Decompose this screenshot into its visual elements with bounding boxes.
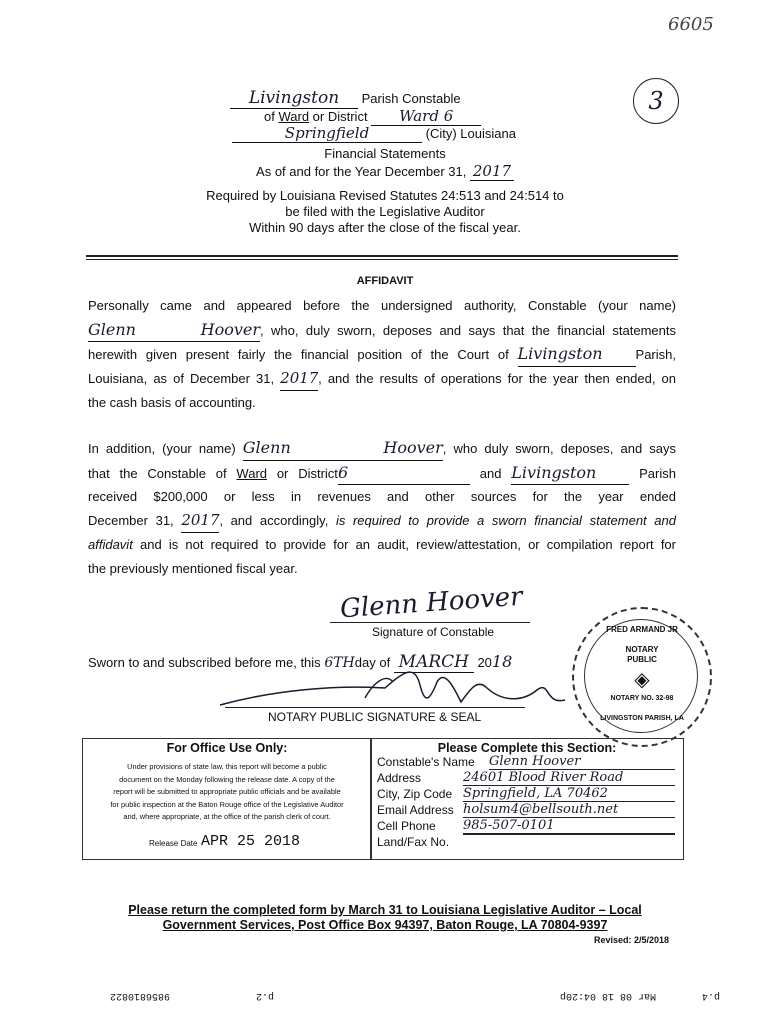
- seal-pelican-icon: ◈: [634, 669, 650, 691]
- p1-l4-post: , and the results of operations for the year then ended, on: [318, 370, 676, 386]
- p2-name-field: Glenn Hoover: [243, 436, 443, 461]
- complete-row-label: City, Zip Code: [377, 787, 453, 801]
- sworn-pre: Sworn to and subscribed before me, this: [88, 655, 321, 670]
- release-label: Release Date: [149, 839, 198, 848]
- p1-year-field: 2017: [280, 367, 318, 392]
- parish-field: Livingston: [230, 88, 358, 109]
- fax-right-time: Mar 08 18 04:20p: [560, 990, 657, 1001]
- complete-row-label: Cell Phone: [377, 819, 436, 833]
- complete-row-label: Land/Fax No.: [377, 835, 450, 849]
- req-line-2: be filed with the Legislative Auditor: [285, 204, 485, 219]
- p1-line-1: Personally came and appeared before the undersigned authority, Constable (your name): [88, 298, 676, 313]
- ward-field: Ward 6: [371, 107, 481, 126]
- requirement-note: [0, 188, 770, 236]
- p2-l4-mid: , and accordingly,: [219, 512, 329, 528]
- complete-row: [377, 835, 683, 851]
- p2-year-field: 2017: [181, 509, 219, 534]
- p2-l4-pre: December 31,: [88, 512, 174, 528]
- complete-row-value: 985-507-0101: [463, 818, 675, 834]
- p2-district-field: 6: [338, 461, 470, 486]
- complete-row-value: holsum4@bellsouth.net: [463, 802, 675, 818]
- p2-line-6: the previously mentioned fiscal year.: [88, 560, 298, 576]
- p2-and: and: [479, 465, 502, 481]
- seal-mid-text-1: NOTARY: [625, 645, 659, 654]
- office-text-5: and, where appropriate, at the office of the parish clerk of court.: [123, 812, 331, 822]
- p2-l4-italic: is required to provide a sworn financial statement and: [335, 512, 676, 528]
- complete-row-label: Email Address: [377, 803, 454, 817]
- fax-right-page: p.4: [702, 990, 721, 1001]
- p2-l5-italic: affidavit: [88, 537, 133, 552]
- affidavit-paragraph-2: [88, 436, 676, 580]
- complete-row-value: Glenn Hoover: [489, 754, 675, 770]
- p1-line-2: [88, 318, 676, 343]
- seal-bottom-text: LIVINGSTON PARISH, LA: [600, 715, 684, 722]
- return-line-1: Please return the completed form by March 31 to Louisiana Legislative Auditor – Local: [128, 903, 642, 917]
- complete-row-value: 24601 Blood River Road: [463, 770, 675, 786]
- fax-header-right: [560, 990, 720, 1001]
- fs-year-prefix: As of and for the Year December 31,: [256, 164, 467, 179]
- office-use-box: [82, 738, 372, 860]
- ward-prefix: of: [264, 109, 275, 124]
- complete-row: [377, 787, 683, 803]
- p2-l5-rest: and is not required to provide for an audit, review/attestation, or compilation report for: [139, 537, 676, 552]
- complete-row-label: Constable's Name: [377, 755, 475, 769]
- return-line-2: Government Services, Post Office Box 94397, Baton Rouge, LA 70804-9397: [162, 918, 608, 932]
- p2-l2-mid: or District: [276, 465, 338, 481]
- p2-line-1: [88, 436, 676, 461]
- complete-section-title: Please Complete this Section:: [437, 741, 617, 755]
- p2-line-3: received $200,000 or less in revenues and other sources for the year ended: [88, 489, 676, 504]
- p2-line-5: [88, 533, 676, 557]
- ward-or: or District: [312, 109, 368, 124]
- notary-seal: [572, 607, 712, 747]
- p1-l4-pre: Louisiana, as of December 31,: [88, 370, 275, 386]
- p1-l2-rest: , who, duly sworn, deposes and says that the financial statements: [260, 322, 676, 338]
- complete-row: [377, 819, 683, 835]
- header-parish-line: [230, 88, 461, 109]
- complete-row: [377, 755, 683, 771]
- parish-label: Parish Constable: [361, 91, 461, 106]
- p2-parish-field: Livingston: [511, 461, 629, 486]
- p1-parish-field: Livingston: [518, 342, 636, 367]
- complete-row-value: [463, 834, 675, 835]
- p2-line-2: [88, 461, 676, 486]
- sworn-day-of: day of: [354, 655, 391, 670]
- seal-mid-text-2: PUBLIC: [627, 655, 657, 664]
- p2-l2-pre: that the Constable of: [88, 465, 227, 481]
- header-city-line: [232, 124, 516, 143]
- circled-number-text: 3: [648, 87, 664, 115]
- complete-row-label: Address: [377, 771, 422, 785]
- office-text-2: document on the Monday following the release date. A copy of the: [119, 774, 335, 784]
- sworn-day: 6TH: [324, 655, 355, 671]
- circled-number: [633, 78, 679, 124]
- divider-top: [86, 255, 678, 257]
- sworn-month: MARCH: [394, 652, 474, 673]
- fax-header-left: [110, 990, 274, 1001]
- affidavit-paragraph-1: [88, 294, 676, 415]
- fs-year-field: 2017: [470, 162, 514, 181]
- office-text-4: for public inspection at the Baton Rouge office of the Legislative Auditor: [110, 799, 344, 809]
- p2-line-4: [88, 509, 676, 534]
- release-date-stamp: APR 25 2018: [201, 833, 301, 850]
- revised-date: Revised: 2/5/2018: [594, 935, 670, 945]
- city-label: (City) Louisiana: [425, 126, 516, 141]
- p2-l1-post: , who duly sworn, deposes, and says: [442, 441, 676, 456]
- office-text-1: Under provisions of state law, this report will become a public: [127, 762, 327, 771]
- p2-l1-pre: In addition, (your name): [88, 441, 236, 456]
- complete-row: [377, 803, 683, 819]
- notary-sig-line: [225, 707, 525, 708]
- complete-row-value: Springfield, LA 70462: [463, 786, 675, 802]
- office-use-text: [83, 761, 371, 824]
- req-line-1: Required by Louisiana Revised Statutes 24:513 and 24:514 to: [206, 188, 564, 203]
- fax-left-page: p.2: [256, 990, 275, 1001]
- fax-left-number: 9856810822: [110, 990, 171, 1001]
- req-line-3: Within 90 days after the close of the fiscal year.: [249, 220, 521, 235]
- p1-line-5: the cash basis of accounting.: [88, 395, 256, 410]
- ward-word: Ward: [278, 109, 310, 124]
- return-instructions: [0, 903, 770, 933]
- seal-top-text: FRED ARMAND JR: [606, 625, 678, 634]
- p2-l2-post: Parish: [639, 465, 676, 481]
- complete-section-rows: [371, 755, 683, 851]
- office-use-title: For Office Use Only:: [166, 741, 288, 755]
- notary-label: NOTARY PUBLIC SIGNATURE & SEAL: [268, 710, 482, 724]
- p2-ward: Ward: [236, 465, 267, 481]
- constable-sig-line: [330, 622, 530, 623]
- fs-title: Financial Statements: [324, 146, 446, 161]
- constable-signature: Glenn Hoover: [339, 581, 524, 625]
- complete-section-box: [370, 738, 684, 860]
- complete-row: [377, 771, 683, 787]
- office-text-3: report will be submitted to appropriate public officials and be available: [113, 787, 341, 797]
- seal-number: NOTARY NO. 32-98: [610, 695, 674, 702]
- p1-name-field: Glenn Hoover: [88, 318, 260, 343]
- p1-line-4: [88, 367, 676, 392]
- affidavit-title: AFFIDAVIT: [356, 275, 414, 287]
- p1-line-3: [88, 342, 676, 367]
- p1-l3-pre: herewith given present fairly the financial position of the Court of: [88, 347, 509, 362]
- sworn-year: 18: [491, 652, 513, 671]
- constable-sig-label: Signature of Constable: [372, 625, 495, 639]
- fs-year-line: [0, 162, 770, 181]
- corner-note: 6605: [668, 14, 714, 35]
- p1-l3-post: Parish,: [635, 347, 676, 362]
- sworn-year-prefix: 20: [477, 655, 492, 670]
- divider-bottom: [86, 259, 678, 260]
- city-field: Springfield: [232, 124, 422, 143]
